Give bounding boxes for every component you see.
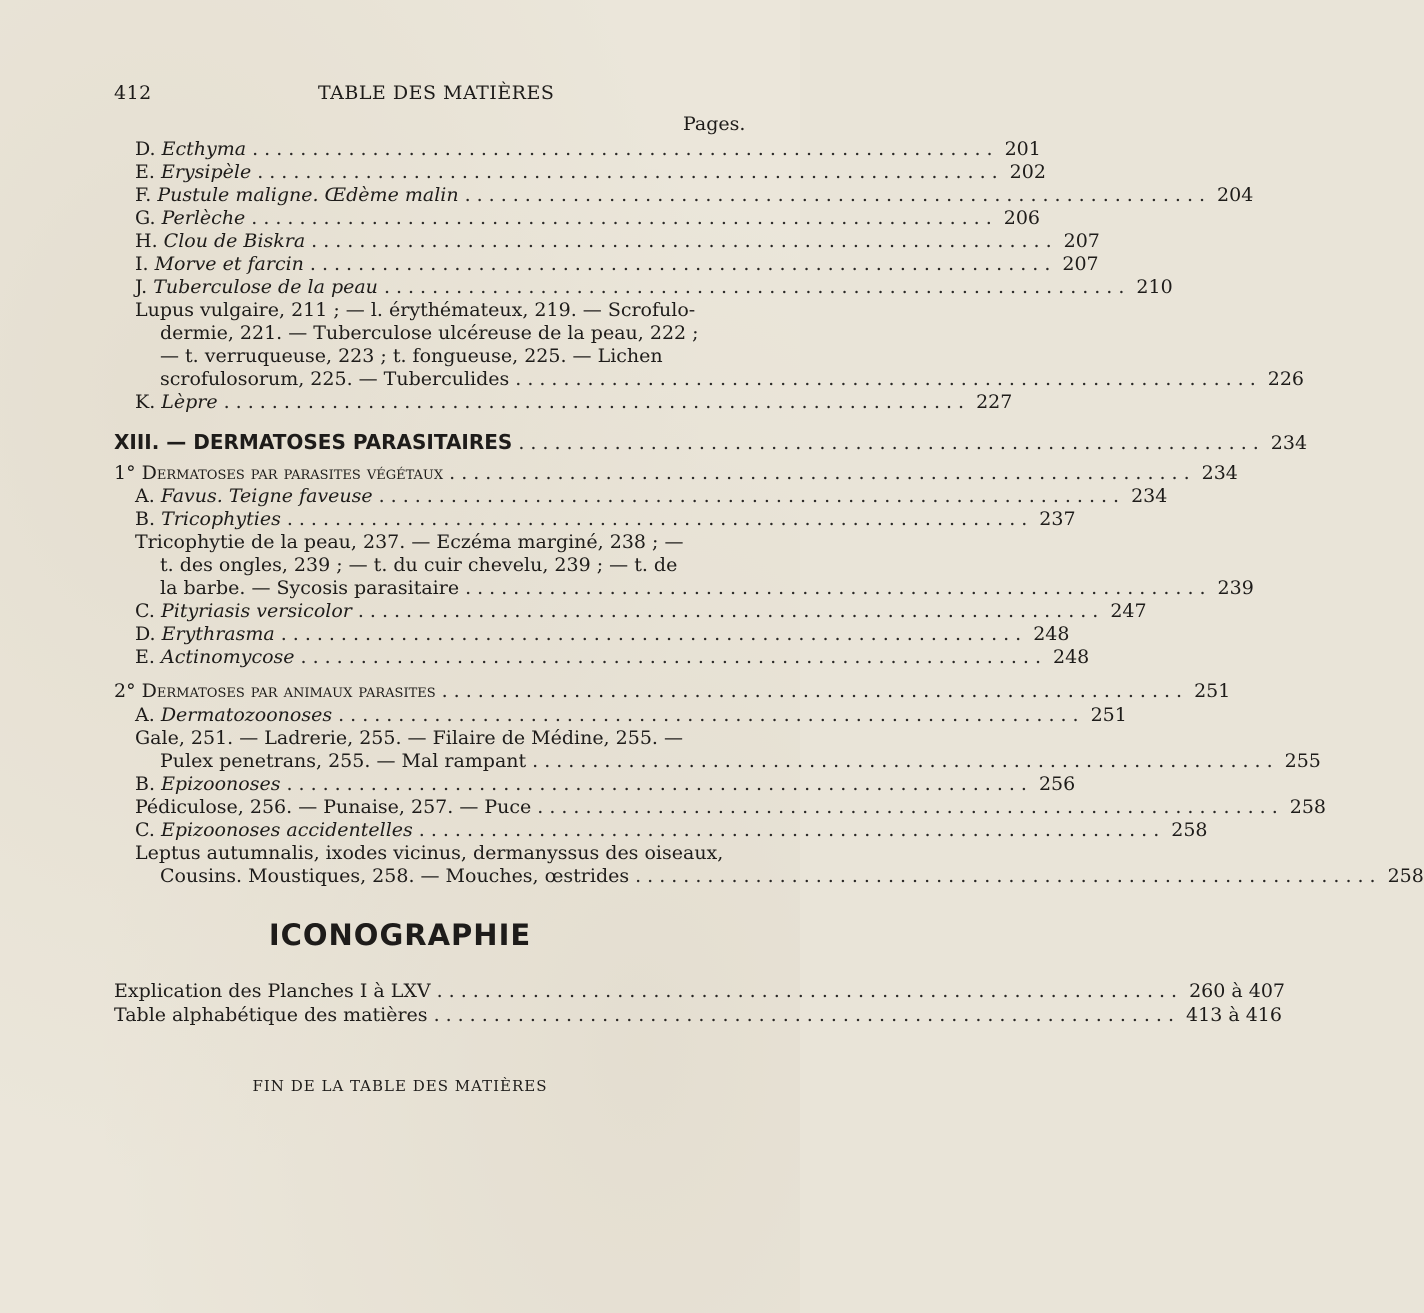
entry-title: Pityriasis versicolor	[160, 600, 352, 622]
end-of-table-note: FIN DE LA TABLE DES MATIÈRES	[252, 1077, 548, 1095]
entry-page: 234	[1270, 432, 1308, 454]
leader-dots: ..............................................................	[537, 796, 1284, 818]
subentry-text: Pulex penetrans, 255. — Mal rampant	[160, 750, 527, 772]
subentry-text: — t. verruqueuse, 223 ; t. fongueuse, 225. — Lichen	[160, 345, 663, 367]
entry-page: 207	[1062, 253, 1099, 275]
entry-page: 201	[1004, 138, 1041, 160]
page-number: 412	[114, 82, 152, 104]
leader-dots: ..............................................................	[418, 819, 1166, 841]
subentry-text: la barbe. — Sycosis parasitaire	[160, 577, 460, 599]
entry-title: Table alphabétique des matières	[114, 1004, 428, 1026]
leader-dots: ..............................................................	[357, 600, 1105, 622]
entry-page: 258	[1289, 796, 1327, 818]
subentry-text: Leptus autumnalis, ixodes vicinus, dermanyssus des oiseaux,	[135, 842, 724, 864]
toc-entry	[135, 391, 1013, 417]
entry-page: 206	[1003, 207, 1041, 229]
leader-dots: ..............................................................	[635, 865, 1382, 887]
subentry-text: Pédiculose, 256. — Punaise, 257. — Puce	[135, 796, 532, 818]
entry-title: Tuberculose de la peau	[153, 276, 378, 298]
entry-title: Tricophyties	[161, 508, 281, 530]
iconographie-heading: ICONOGRAPHIE	[268, 918, 532, 952]
entry-title: Pustule maligne. Œdème malin	[157, 184, 459, 206]
entry-letter: C.	[135, 600, 155, 622]
leader-dots: ..............................................................	[309, 253, 1057, 275]
entry-page: 227	[976, 391, 1013, 413]
entry-page: 256	[1038, 773, 1076, 795]
entry-letter: H.	[135, 230, 158, 252]
entry-letter: F.	[135, 184, 152, 206]
entry-page: 239	[1217, 577, 1254, 599]
entry-page: 251	[1090, 704, 1127, 726]
entry-title: Erysipèle	[160, 161, 252, 183]
leader-dots: ..............................................................	[518, 432, 1265, 454]
entry-title: Morve et farcin	[154, 253, 304, 275]
entry-title: Epizoonoses accidentelles	[160, 819, 413, 841]
subentry-text: dermie, 221. — Tuberculose ulcéreuse de la peau, 222 ;	[160, 322, 699, 344]
entry-page: 237	[1039, 508, 1076, 530]
leader-dots: ..............................................................	[311, 230, 1058, 252]
leader-dots: ..............................................................	[257, 161, 1004, 183]
entry-title: Explication des Planches I à LXV	[114, 980, 431, 1002]
leader-dots: ..............................................................	[252, 138, 999, 160]
subsection-title: 2° Dermatoses par animaux parasites	[114, 680, 436, 702]
entry-letter: D.	[135, 623, 156, 645]
entry-page: 260 à 407	[1189, 980, 1285, 1002]
entry-letter: C.	[135, 819, 155, 841]
page-title: TABLE DES MATIÈRES	[318, 82, 555, 104]
entry-title: Erythrasma	[161, 623, 275, 645]
entry-letter: G.	[135, 207, 156, 229]
leader-dots: ..............................................................	[465, 577, 1212, 599]
pages-column-label: Pages.	[683, 113, 746, 135]
entry-page: 413 à 416	[1186, 1004, 1282, 1026]
subentry-text: scrofulosorum, 225. — Tuberculides	[160, 368, 510, 390]
leader-dots: ..............................................................	[286, 508, 1034, 530]
entry-page: 258	[1387, 865, 1424, 887]
entry-page: 210	[1136, 276, 1173, 298]
leader-dots: ..............................................................	[433, 1004, 1181, 1026]
entry-title: Dermatozoonoses	[160, 704, 333, 726]
toc-entry	[114, 980, 1285, 1006]
subentry-text: Cousins. Moustiques, 258. — Mouches, œstrides	[160, 865, 630, 887]
leader-dots: ..............................................................	[436, 980, 1184, 1002]
leader-dots: ..............................................................	[515, 368, 1262, 390]
entry-title: Perlèche	[161, 207, 246, 229]
entry-title: Clou de Biskra	[163, 230, 306, 252]
entry-letter: E.	[135, 161, 155, 183]
toc-entry	[114, 1004, 1282, 1030]
entry-page: 202	[1009, 161, 1046, 183]
entry-page: 248	[1053, 646, 1090, 668]
leader-dots: ..............................................................	[532, 750, 1279, 772]
subentry-text: Lupus vulgaire, 211 ; — l. érythémateux, 219. — Scrofulo-	[135, 299, 696, 321]
leader-dots: ..............................................................	[280, 623, 1028, 645]
entry-title: Epizoonoses	[161, 773, 281, 795]
leader-dots: ..............................................................	[449, 462, 1196, 484]
leader-dots: ..............................................................	[378, 485, 1126, 507]
toc-entry	[160, 865, 1424, 891]
entry-letter: A.	[135, 704, 155, 726]
entry-page: 234	[1131, 485, 1168, 507]
entry-letter: B.	[135, 508, 156, 530]
entry-letter: A.	[135, 485, 155, 507]
leader-dots: ..............................................................	[251, 207, 998, 229]
entry-page: 226	[1267, 368, 1304, 390]
subsection-heading	[114, 680, 1231, 702]
entry-page: 204	[1217, 184, 1254, 206]
entry-page: 258	[1171, 819, 1208, 841]
leader-dots: ..............................................................	[464, 184, 1212, 206]
entry-letter: B.	[135, 773, 156, 795]
entry-title: Favus. Teigne faveuse	[160, 485, 373, 507]
leader-dots: ..............................................................	[286, 773, 1033, 795]
section-title: XIII. — DERMATOSES PARASITAIRES	[114, 430, 513, 454]
leader-dots: ..............................................................	[338, 704, 1085, 726]
entry-page: 234	[1201, 462, 1238, 484]
entry-letter: E.	[135, 646, 155, 668]
entry-title: Actinomycose	[160, 646, 295, 668]
entry-page: 247	[1110, 600, 1147, 622]
entry-title: Lèpre	[161, 391, 218, 413]
leader-dots: ..............................................................	[441, 680, 1189, 702]
subentry-text: Tricophytie de la peau, 237. — Eczéma marginé, 238 ; —	[135, 531, 684, 553]
leader-dots: ..............................................................	[300, 646, 1047, 668]
subentry-text: Gale, 251. — Ladrerie, 255. — Filaire de Médine, 255. —	[135, 727, 683, 749]
subentry-text: t. des ongles, 239 ; — t. du cuir chevelu, 239 ; — t. de	[160, 554, 678, 576]
leader-dots: ..............................................................	[383, 276, 1131, 298]
entry-letter: K.	[135, 391, 156, 413]
entry-page: 248	[1033, 623, 1070, 645]
toc-entry	[135, 646, 1090, 672]
entry-letter: D.	[135, 138, 156, 160]
entry-letter: I.	[135, 253, 149, 275]
section-heading	[114, 430, 1308, 454]
subsection-title: 1° Dermatoses par parasites végétaux	[114, 462, 444, 484]
entry-page: 255	[1284, 750, 1321, 772]
entry-page: 251	[1194, 680, 1231, 702]
leader-dots: ..............................................................	[223, 391, 971, 413]
entry-title: Ecthyma	[161, 138, 247, 160]
entry-letter: J.	[135, 276, 148, 298]
entry-page: 207	[1063, 230, 1100, 252]
subsection-heading	[114, 462, 1238, 484]
